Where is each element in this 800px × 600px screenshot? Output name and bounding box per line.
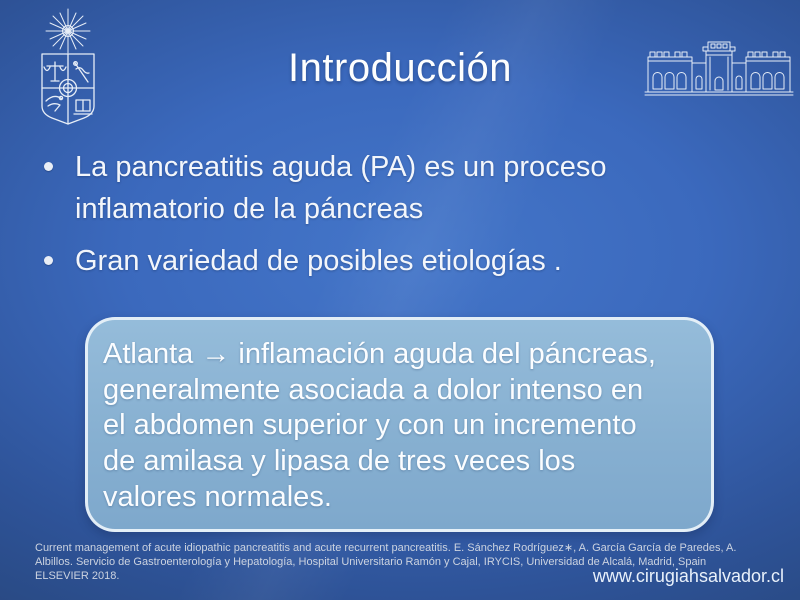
bullet-item [44,146,744,230]
bullet-text: La pancreatitis aguda (PA) es un proceso inflamatorio de la páncreas [75,151,607,226]
callout-text: Atlanta → inflamación aguda del páncreas, generalmente asociada a dolor intenso en el abdomen superior y con un incremento de amilasa y lipasa de tres veces los valores normales. [103,338,656,513]
bullet-list [44,146,744,292]
bullet-icon [44,256,53,265]
slide-title: Introducción [288,46,512,90]
bullet-icon [44,162,53,171]
citation-text: Current management of acute idiopathic pancreatitis and acute recurrent pancreatitis. E. Sánchez Rodríguez∗, A. García García de Paredes, A. Albillos. Servicio de Gastroenterología y Hepatología, Hospital Universitario Ramón y Cajal, IRYCIS, Universidad de Alcalá, Madrid, Spain ELSEVIER 2018. [35,542,737,583]
bullet-text: Gran variedad de posibles etiologías . [75,245,562,278]
website-link: www.cirugiahsalvador.cl [592,566,784,586]
callout-box [85,317,714,532]
hospital-building-icon [644,38,794,98]
bullet-item [44,240,744,282]
